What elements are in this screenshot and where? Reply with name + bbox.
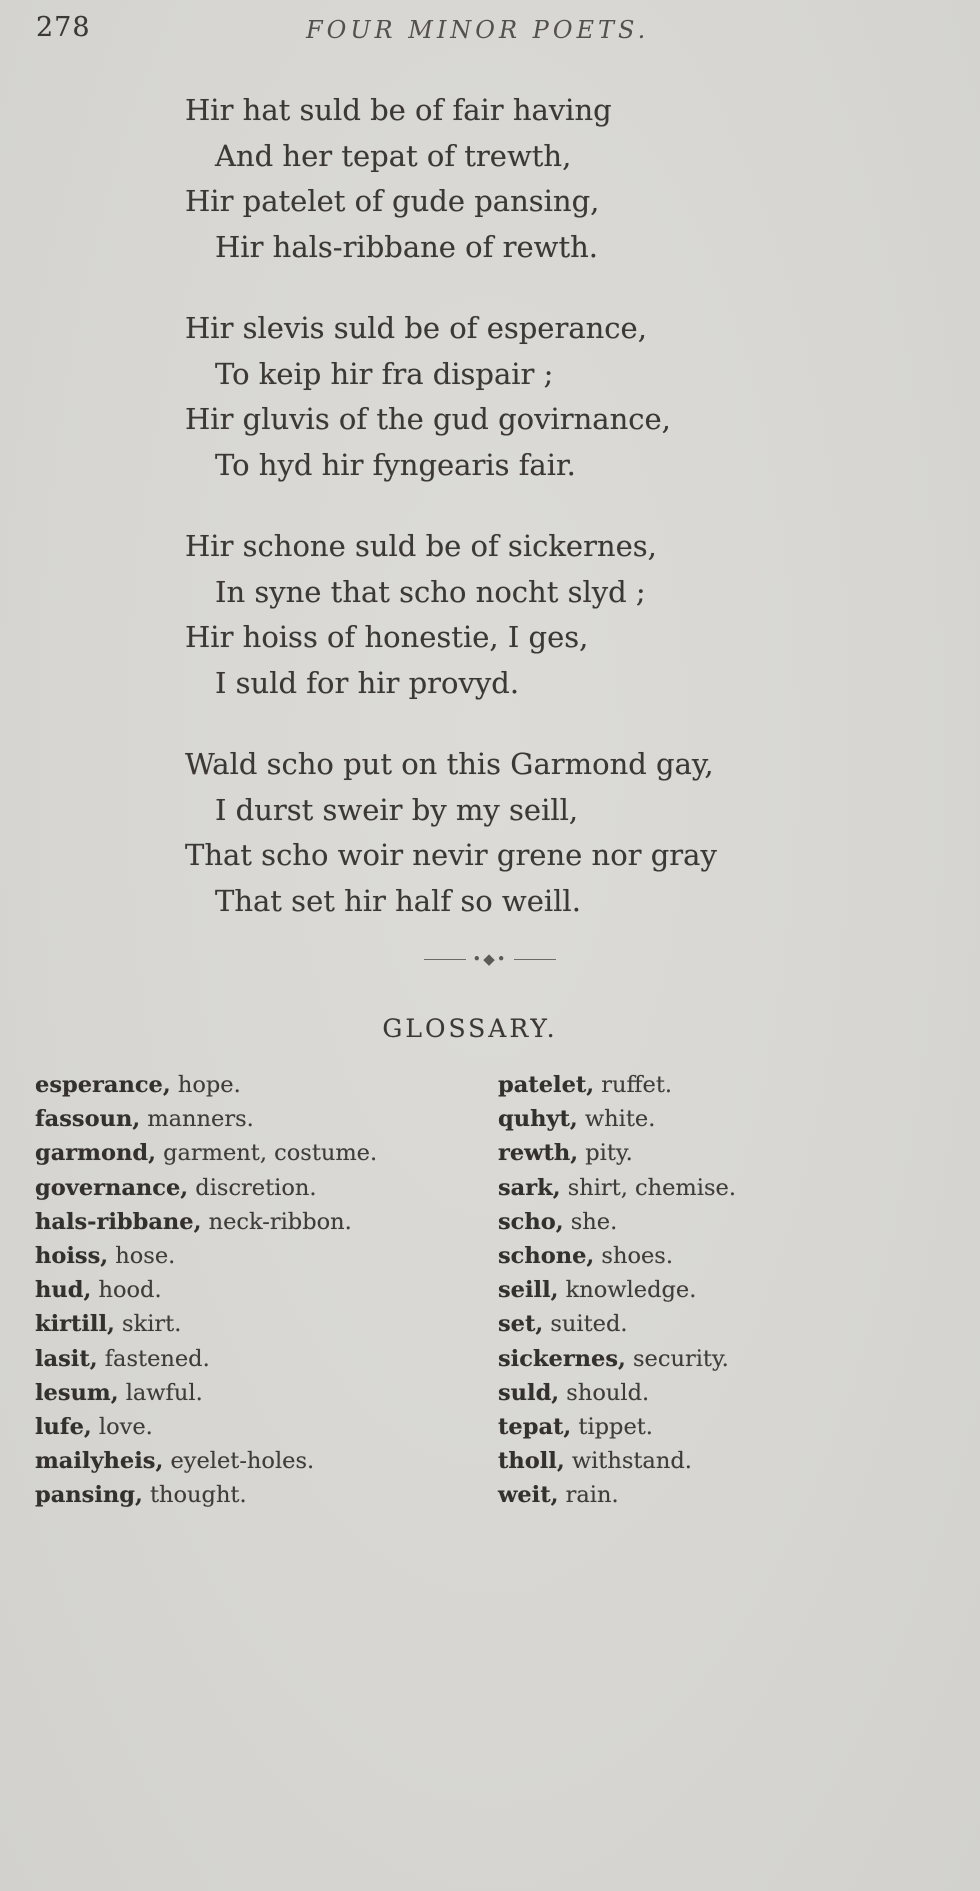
glossary-entry — [498, 1102, 938, 1136]
glossary-entry — [498, 1273, 938, 1307]
glossary-term: scho, — [498, 1208, 564, 1235]
glossary-definition: neck-ribbon. — [208, 1208, 352, 1235]
glossary-entry — [35, 1068, 475, 1102]
glossary-term: pansing, — [35, 1482, 143, 1509]
glossary-entry — [498, 1307, 938, 1341]
glossary-entry — [35, 1444, 475, 1478]
section-divider — [0, 952, 980, 967]
glossary-term: lesum, — [35, 1379, 119, 1406]
glossary-entry — [498, 1205, 938, 1239]
poem-line: To hyd hir fyngearis fair. — [215, 447, 576, 482]
glossary-column-left — [35, 1068, 475, 1513]
poem-line: Hir slevis suld be of esperance, — [185, 311, 647, 345]
glossary-entry — [498, 1171, 938, 1205]
glossary-entry — [498, 1410, 938, 1444]
glossary-entry — [498, 1478, 938, 1512]
glossary-entry — [498, 1444, 938, 1478]
glossary-entry — [35, 1171, 475, 1205]
glossary-entry — [498, 1068, 938, 1102]
divider-rule-icon — [424, 959, 466, 960]
divider-rule-icon — [514, 959, 556, 960]
glossary-column-right — [498, 1068, 938, 1513]
glossary-definition: hope. — [177, 1072, 241, 1098]
poem-line: Hir schone suld be of sickernes, — [185, 529, 657, 563]
glossary-entry — [35, 1376, 475, 1410]
poem-line: Wald scho put on this Garmond gay, — [185, 747, 714, 781]
glossary-definition: shoes. — [601, 1243, 674, 1270]
glossary-term: hoiss, — [35, 1243, 109, 1270]
glossary-term: lufe, — [35, 1414, 92, 1441]
poem-line: Hir gluvis of the gud govirnance, — [185, 402, 671, 436]
running-header: FOUR MINOR POETS. — [306, 16, 650, 44]
glossary-entry — [35, 1273, 475, 1307]
glossary-term: set, — [498, 1311, 544, 1338]
glossary-definition: manners. — [147, 1106, 254, 1133]
glossary-term: suld, — [498, 1379, 560, 1406]
glossary-entry — [35, 1102, 475, 1136]
glossary-definition: knowledge. — [565, 1277, 697, 1304]
glossary-definition: shirt, chemise. — [567, 1174, 736, 1201]
glossary-term: sark, — [498, 1174, 561, 1201]
glossary-definition: security. — [633, 1345, 729, 1372]
glossary-definition: white. — [584, 1106, 656, 1133]
glossary-definition: lawful. — [125, 1379, 203, 1406]
glossary-term: lasit, — [35, 1345, 98, 1372]
glossary-entry — [498, 1136, 938, 1170]
glossary-term: kirtill, — [35, 1311, 115, 1338]
glossary-definition: garment, costume. — [163, 1140, 378, 1167]
glossary-definition: love. — [98, 1414, 153, 1441]
glossary-definition: withstand. — [571, 1448, 692, 1475]
glossary-definition: pity. — [585, 1140, 633, 1167]
glossary-definition: suited. — [550, 1311, 628, 1338]
glossary-entry — [35, 1410, 475, 1444]
glossary-term: fassoun, — [35, 1106, 141, 1133]
glossary-entry — [498, 1376, 938, 1410]
glossary-definition: tippet. — [578, 1414, 653, 1441]
poem-line: To keip hir fra dispair ; — [215, 356, 554, 391]
glossary-term: weit, — [498, 1482, 559, 1509]
glossary-term: tholl, — [498, 1448, 565, 1475]
poem-line: I suld for hir provyd. — [215, 665, 520, 700]
glossary-term: governance, — [35, 1174, 189, 1201]
poem-line: Hir patelet of gude pansing, — [185, 184, 600, 218]
glossary-term: garmond, — [35, 1140, 156, 1167]
glossary-term: schone, — [498, 1243, 595, 1270]
glossary-term: rewth, — [498, 1140, 579, 1167]
poem-line: That set hir half so weill. — [215, 883, 581, 918]
poem-line: I durst sweir by my seill, — [215, 792, 579, 827]
glossary-term: patelet, — [498, 1072, 595, 1098]
glossary-term: sickernes, — [498, 1345, 626, 1372]
glossary-entry — [35, 1307, 475, 1341]
poem — [185, 88, 825, 960]
glossary-term: esperance, — [35, 1072, 171, 1098]
divider-ornament-icon: •◆• — [472, 950, 508, 968]
poem-stanza-4 — [185, 742, 825, 924]
glossary-definition: fastened. — [104, 1345, 210, 1372]
glossary-definition: ruffet. — [601, 1072, 673, 1098]
poem-line: That scho woir nevir grene nor gray — [185, 838, 717, 872]
poem-line: Hir hals-ribbane of rewth. — [215, 229, 598, 264]
poem-stanza-1 — [185, 88, 825, 270]
poem-line: Hir hat suld be of fair having — [185, 93, 612, 127]
glossary-definition: hood. — [98, 1277, 162, 1304]
glossary-term: hud, — [35, 1277, 92, 1304]
glossary-term: tepat, — [498, 1414, 572, 1441]
glossary-definition: thought. — [149, 1482, 247, 1509]
glossary-entry — [498, 1239, 938, 1273]
glossary-entry — [35, 1478, 475, 1512]
glossary-term: mailyheis, — [35, 1448, 164, 1475]
glossary-term: hals-ribbane, — [35, 1208, 202, 1235]
glossary-definition: rain. — [565, 1482, 619, 1509]
glossary-term: quhyt, — [498, 1106, 578, 1133]
poem-line: And her tepat of trewth, — [215, 138, 572, 173]
glossary-definition: hose. — [115, 1243, 176, 1270]
glossary-definition: should. — [566, 1379, 650, 1406]
glossary-title: GLOSSARY. — [382, 1014, 558, 1043]
poem-line: Hir hoiss of honestie, I ges, — [185, 620, 589, 654]
poem-stanza-3 — [185, 524, 825, 706]
poem-stanza-2 — [185, 306, 825, 488]
glossary-entry — [35, 1342, 475, 1376]
glossary-definition: discretion. — [195, 1174, 317, 1201]
glossary-entry — [498, 1342, 938, 1376]
page-number: 278 — [36, 12, 91, 43]
glossary-definition: skirt. — [122, 1311, 182, 1338]
glossary-entry — [35, 1205, 475, 1239]
glossary-entry — [35, 1136, 475, 1170]
glossary-definition: eyelet-holes. — [170, 1448, 315, 1475]
poem-line: In syne that scho nocht slyd ; — [215, 574, 646, 609]
glossary-definition: she. — [570, 1208, 618, 1235]
glossary-term: seill, — [498, 1277, 559, 1304]
glossary-entry — [35, 1239, 475, 1273]
